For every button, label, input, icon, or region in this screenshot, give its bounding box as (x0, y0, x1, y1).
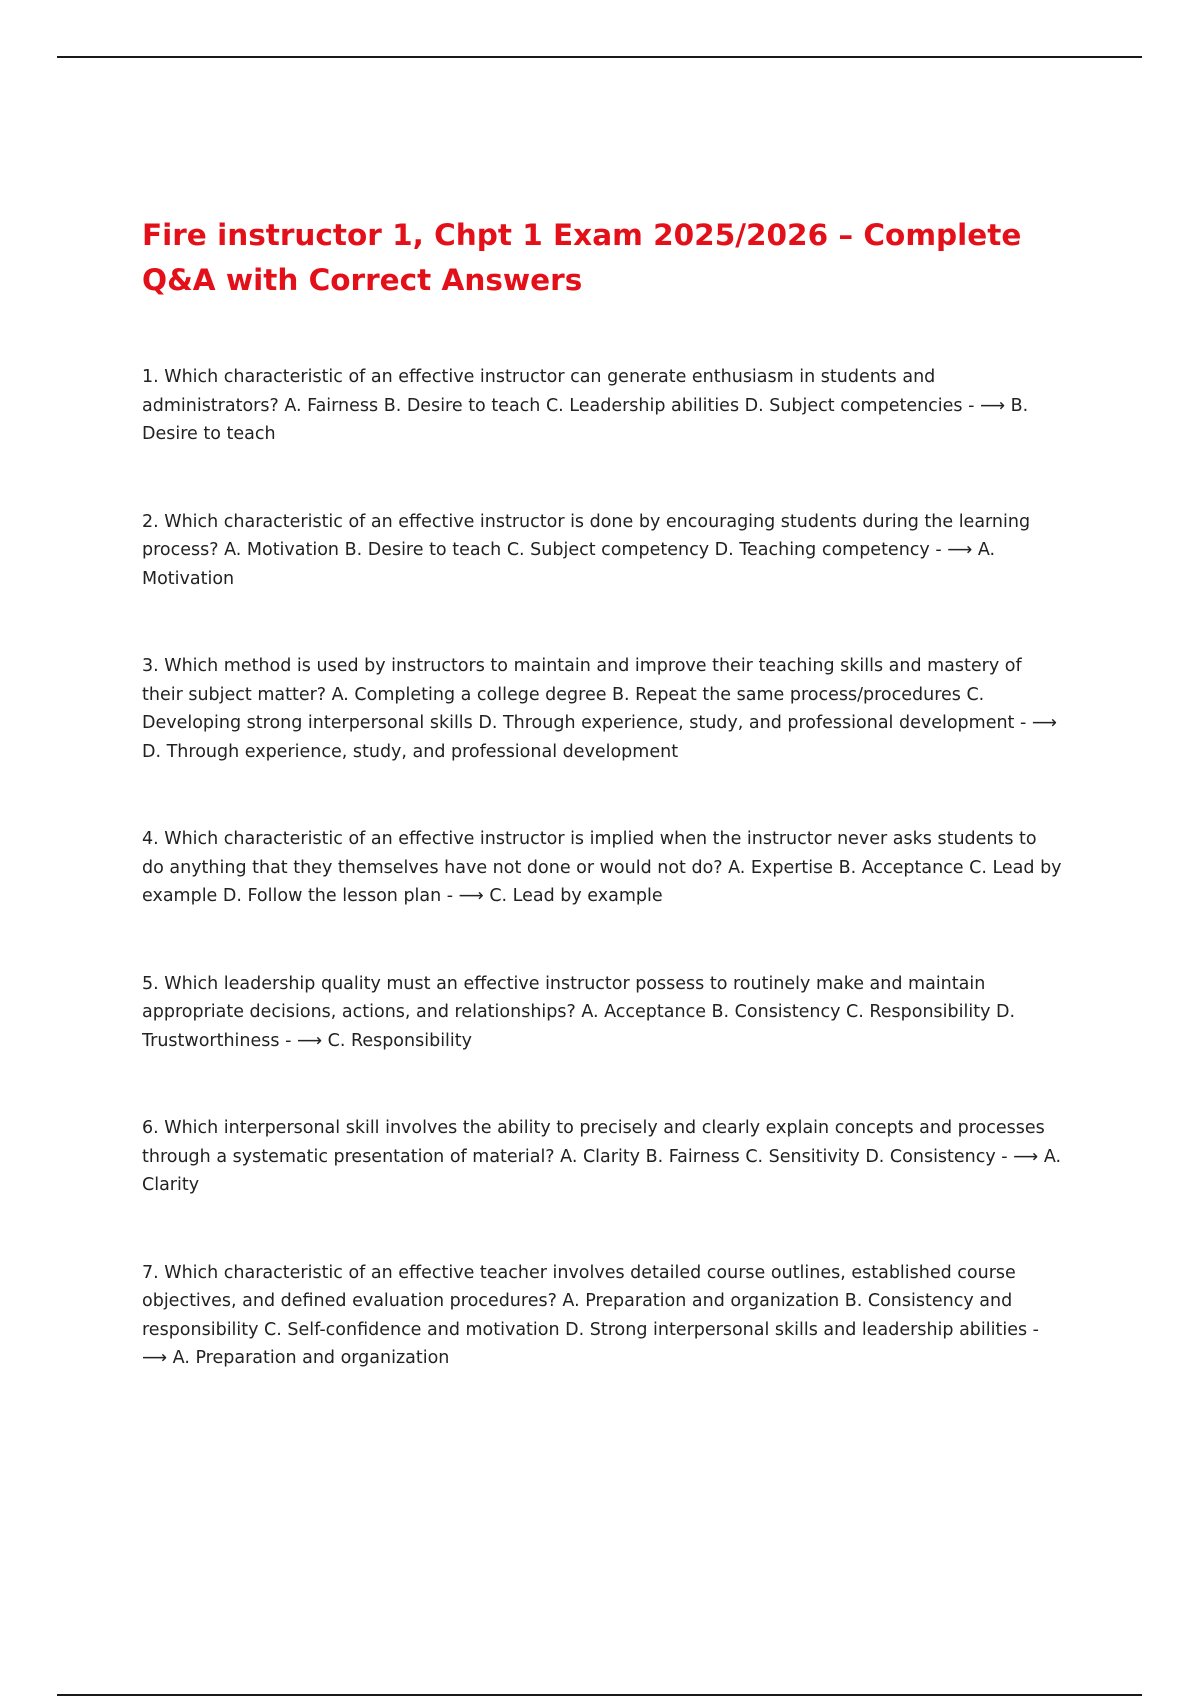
header-rule (57, 56, 1142, 58)
question-3: 3. Which method is used by instructors to maintain and improve their teaching skills and mastery of their subject matter? A. Completing a college degree B. Repeat the same process/procedures C. Developing strong interpersonal skills D. Through experience, study, and professional development - ⟶ D. Through experience, study, and professional development (142, 656, 1057, 762)
question-2: 2. Which characteristic of an effective instructor is done by encouraging students during the learning process? A. Motivation B. Desire to teach C. Subject competency D. Teaching competency - ⟶ A. Motivation (142, 511, 1031, 589)
question-5: 5. Which leadership quality must an effective instructor possess to routinely make and maintain appropriate decisions, actions, and relationships? A. Acceptance B. Consistency C. Responsibility D. Trustworthiness - ⟶ C. Responsibility (142, 973, 1016, 1051)
question-1: 1. Which characteristic of an effective instructor can generate enthusiasm in students and administrators? A. Fairness B. Desire to teach C. Leadership abilities D. Subject competencies - ⟶ B. Desire to teach (142, 367, 1029, 444)
question-6: 6. Which interpersonal skill involves the ability to precisely and clearly explain concepts and processes through a systematic presentation of material? A. Clarity B. Fairness C. Sensitivity D. Consistency - ⟶ A. Clarity (142, 1118, 1062, 1195)
footer-rule (57, 1694, 1142, 1696)
document-title: Fire instructor 1, Chpt 1 Exam 2025/2026 – Complete Q&A with Correct Answers (142, 218, 1022, 297)
question-4: 4. Which characteristic of an effective instructor is implied when the instructor never asks students to do anything that they themselves have not done or would not do? A. Expertise B. Acceptance C. Lead by example D. Follow the lesson plan - ⟶ C. Lead by example (142, 829, 1062, 906)
question-list (142, 363, 1062, 1373)
question-7: 7. Which characteristic of an effective teacher involves detailed course outlines, established course objectives, and defined evaluation procedures? A. Preparation and organization B. Consistency and responsibility C. Self-confidence and motivation D. Strong interpersonal skills and leadership abilities - ⟶ A. Preparation and organization (142, 1262, 1039, 1368)
